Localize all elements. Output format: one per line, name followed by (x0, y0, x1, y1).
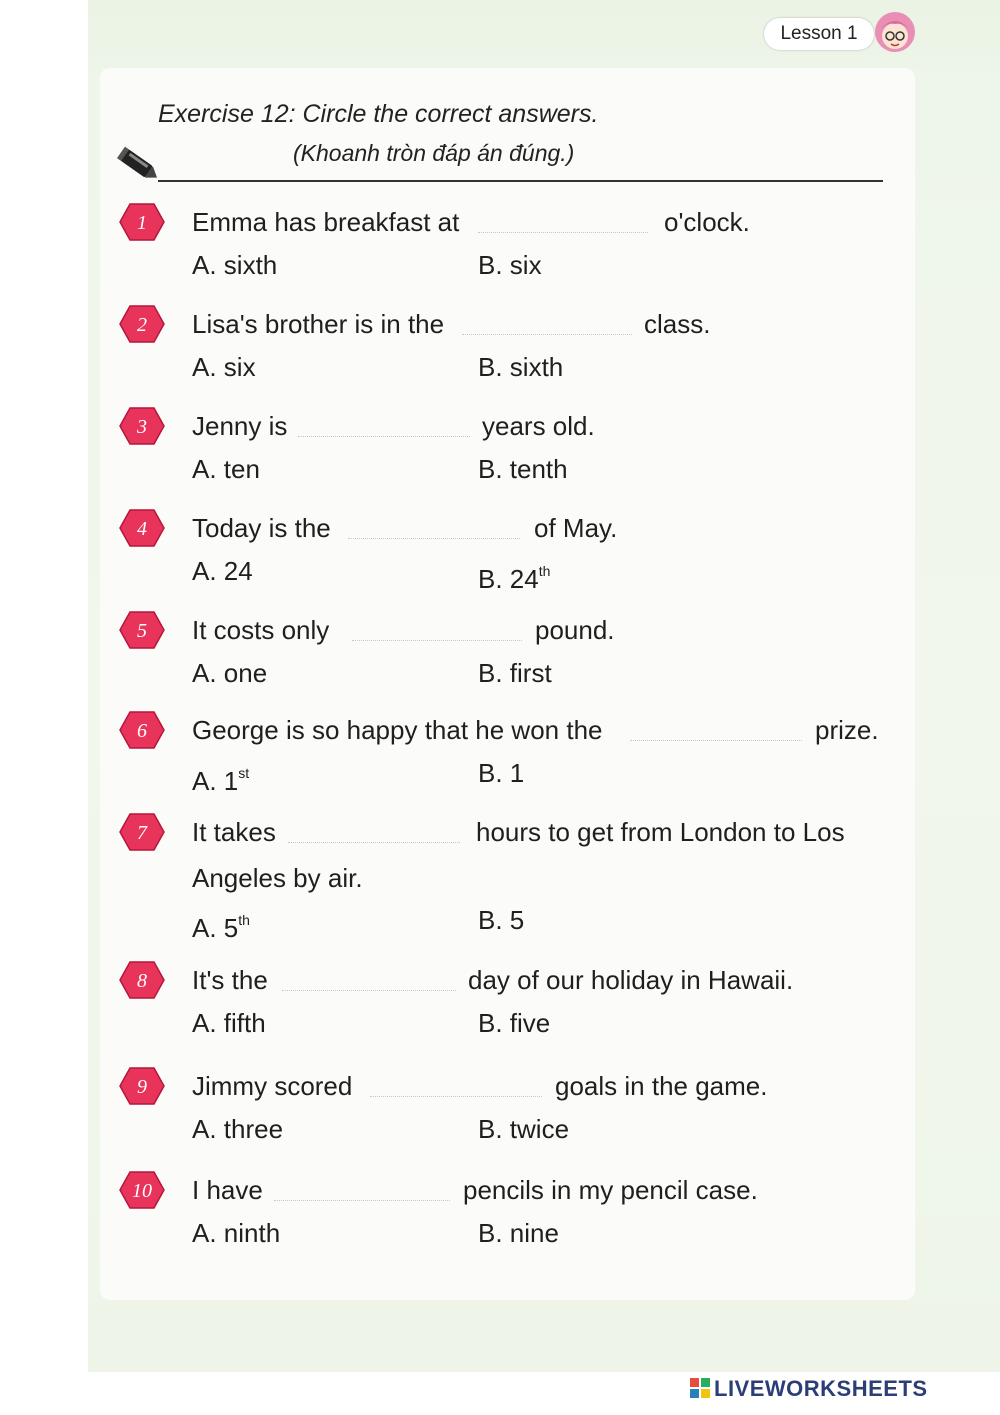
option-a[interactable] (192, 249, 277, 281)
question-number: 10 (132, 1180, 152, 1202)
option-b-label: B. sixth (478, 352, 564, 382)
option-a-label: A. sixth (192, 250, 278, 280)
lesson-tab: Lesson 1 (764, 18, 874, 50)
option-b[interactable] (478, 1007, 550, 1039)
option-a[interactable] (192, 1007, 266, 1039)
question-number: 2 (137, 314, 147, 336)
option-a[interactable] (192, 453, 260, 485)
question-text-after: class. (644, 309, 711, 339)
question-text: Jimmy scored (192, 1071, 353, 1101)
option-b-superscript: th (538, 563, 551, 579)
question-number-badge (118, 304, 166, 344)
question-number: 1 (137, 212, 147, 234)
answer-blank (274, 1200, 450, 1201)
exercise-subtitle: (Khoanh tròn đáp án đúng.) (293, 140, 575, 166)
option-b[interactable] (478, 657, 552, 689)
option-b-label: B. 24 (478, 564, 539, 594)
question-number-badge (118, 1066, 166, 1106)
option-b[interactable] (478, 249, 542, 281)
liveworksheets-logo-icon (690, 1378, 710, 1398)
question-text: Jenny is (192, 411, 288, 441)
option-a-label: A. three (192, 1114, 284, 1144)
option-b-label: B. six (478, 250, 542, 280)
option-a-label: A. ten (192, 454, 260, 484)
question-text-after: o'clock. (664, 207, 750, 237)
question-number: 6 (137, 720, 147, 742)
question-number-badge (118, 508, 166, 548)
footer-brand: LIVEWORKSHEETS (714, 1376, 928, 1401)
exercise-title: Exercise 12: Circle the correct answers. (158, 100, 599, 128)
question-text: I have (192, 1175, 263, 1205)
option-b[interactable] (478, 453, 568, 485)
option-b-label: B. 1 (478, 758, 525, 788)
question-number-badge (118, 202, 166, 242)
pencil-icon (115, 144, 163, 186)
option-a[interactable] (192, 757, 249, 797)
question-number-badge (118, 1170, 166, 1210)
option-b-label: B. first (478, 658, 552, 688)
question-text: Today is the (192, 513, 331, 543)
option-b-label: B. 5 (478, 905, 525, 935)
question-text-after: goals in the game. (555, 1071, 768, 1101)
option-b[interactable] (478, 351, 563, 383)
option-a[interactable] (192, 351, 256, 383)
question-text-after: hours to get from London to Los (476, 817, 845, 847)
option-b[interactable] (478, 1113, 569, 1145)
option-b-label: B. five (478, 1008, 551, 1038)
option-a[interactable] (192, 904, 250, 944)
option-a-label: A. 5 (192, 913, 239, 943)
title-divider (158, 180, 883, 182)
question-number: 9 (137, 1076, 147, 1098)
option-a-superscript: th (238, 912, 250, 928)
question-number: 8 (137, 970, 147, 992)
option-a-label: A. fifth (192, 1008, 266, 1038)
question-text: Emma has breakfast at (192, 207, 460, 237)
option-a[interactable] (192, 555, 253, 587)
option-b[interactable] (478, 904, 524, 936)
liveworksheets-footer (690, 1376, 928, 1406)
answer-blank (298, 436, 470, 437)
answer-blank (352, 640, 522, 641)
option-b[interactable] (478, 757, 524, 789)
question-text-after: pound. (535, 615, 615, 645)
question-text-after: prize. (815, 715, 879, 745)
question-text: It's the (192, 965, 268, 995)
answer-blank (370, 1096, 542, 1097)
question-text: It costs only (192, 615, 330, 645)
answer-blank (478, 232, 648, 233)
answer-blank (282, 990, 456, 991)
option-a[interactable] (192, 1113, 283, 1145)
answer-blank (288, 842, 460, 843)
girl-mascot-icon (870, 8, 920, 58)
question-number-badge (118, 710, 166, 750)
question-number: 5 (137, 620, 147, 642)
question-number-badge (118, 812, 166, 852)
question-text-continued: Angeles by air. (192, 863, 363, 893)
option-b-label: B. tenth (478, 454, 568, 484)
question-text-after: years old. (482, 411, 595, 441)
question-number: 4 (137, 518, 147, 540)
question-number: 7 (137, 822, 147, 844)
question-number-badge (118, 610, 166, 650)
question-text-after: pencils in my pencil case. (463, 1175, 758, 1205)
question-text: Lisa's brother is in the (192, 309, 445, 339)
option-a-label: A. six (192, 352, 256, 382)
option-b[interactable] (478, 555, 550, 595)
question-number-badge (118, 406, 166, 446)
question-text: It takes (192, 817, 276, 847)
option-b-label: B. nine (478, 1218, 559, 1248)
option-a-label: A. ninth (192, 1218, 281, 1248)
option-a-superscript: st (238, 765, 250, 781)
answer-blank (630, 740, 802, 741)
question-number-badge (118, 960, 166, 1000)
option-a[interactable] (192, 1217, 280, 1249)
answer-blank (462, 334, 632, 335)
option-a[interactable] (192, 657, 267, 689)
question-text-after: day of our holiday in Hawaii. (468, 965, 794, 995)
question-number: 3 (137, 416, 147, 438)
question-text: George is so happy that he won the (192, 715, 603, 745)
option-a-label: A. 24 (192, 556, 253, 586)
question-text-after: of May. (534, 513, 618, 543)
option-b[interactable] (478, 1217, 559, 1249)
option-b-label: B. twice (478, 1114, 570, 1144)
answer-blank (348, 538, 520, 539)
option-a-label: A. one (192, 658, 268, 688)
option-a-label: A. 1 (192, 766, 239, 796)
